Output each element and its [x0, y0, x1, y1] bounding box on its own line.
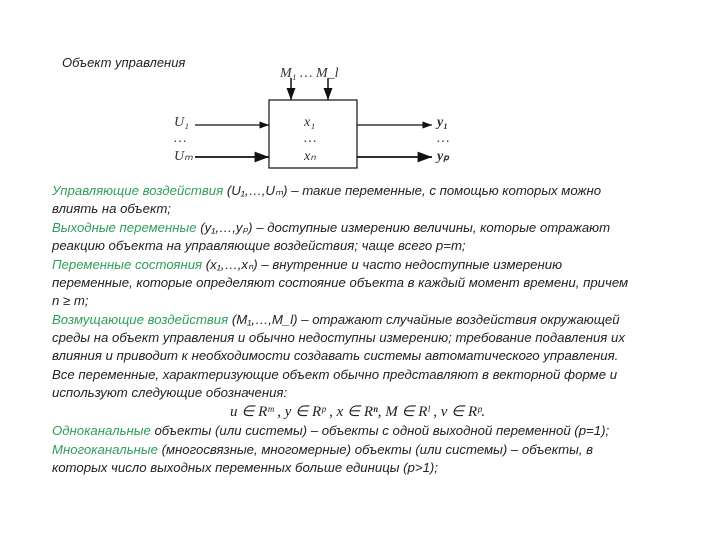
term: Одноканальные — [52, 423, 151, 438]
output-label-1: y₁ — [437, 115, 449, 130]
state-label-n: xₙ — [304, 149, 316, 164]
output-dots: … — [437, 131, 450, 146]
term: Переменные состояния — [52, 257, 203, 272]
slide-title: Объект управления — [62, 55, 186, 70]
definition: (x₁,…,xₙ) – внутренние и часто недоступные измерению переменные, которые определяют состояние объекта в каждый момент времени, причем n ≥ m; — [52, 257, 629, 308]
definition: (M₁,…,M_l) – отражают случайные воздействия окружающей среды на объект управления и обычно недоступны измерению; требование подавления их влияния и приводит к необходимости создавать системы автоматического управления. — [52, 312, 625, 363]
input-label-m: Uₘ — [174, 149, 193, 164]
definition-multi-channel — [52, 441, 632, 477]
term: Управляющие воздействия — [52, 183, 224, 198]
definition-single-channel — [52, 422, 632, 440]
disturbance-label: M₁ … M_l — [280, 66, 339, 81]
definition: (y₁,…,yₚ) – доступные измерению величины, которые отражают реакцию объекта на управляющие воздействия; чаще всего p=m; — [52, 220, 611, 253]
definition: объекты (или системы) – объекты с одной выходной переменной (p=1); — [150, 423, 610, 438]
vector-formula: u ∈ Rᵐ , y ∈ Rᵖ , x ∈ Rⁿ, M ∈ Rˡ , v ∈ Rᵖ. — [230, 404, 486, 420]
vector-intro: Все переменные, характеризующие объект обычно представляют в векторной форме и используют следующие обозначения: — [52, 367, 618, 400]
input-label-1: U₁ — [174, 115, 189, 130]
definition-state — [52, 256, 632, 310]
output-label-p: yₚ — [437, 149, 450, 164]
term: Выходные переменные — [52, 220, 197, 235]
definition-control-inputs — [52, 182, 632, 218]
control-object-diagram — [0, 0, 720, 180]
state-label-1: x₁ — [304, 115, 316, 130]
definition: (многосвязные, многомерные) объекты (или системы) – объекты, в которых число выходных переменных больше единицы (p>1); — [52, 442, 594, 475]
term: Возмущающие воздействия — [52, 312, 229, 327]
definition-disturbances — [52, 311, 632, 365]
term: Многоканальные — [52, 442, 158, 457]
definition: (U₁,…,Uₘ) – такие переменные, с помощью которых можно влиять на объект; — [52, 183, 602, 216]
definitions-text — [52, 182, 632, 478]
state-dots: … — [304, 131, 317, 146]
input-dots: … — [174, 131, 187, 146]
definition-outputs — [52, 219, 632, 255]
